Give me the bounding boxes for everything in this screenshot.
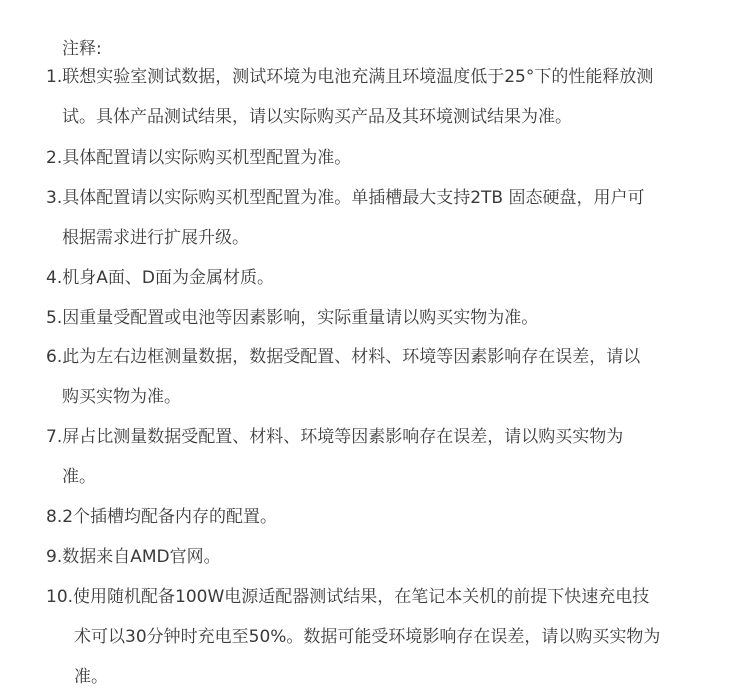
note-2-line-1: 2.具体配置请以实际购买机型配置为准。 — [46, 148, 352, 168]
note-3 — [46, 185, 736, 251]
note-5-line-1: 5.因重量受配置或电池等因素影响，实际重量请以购买实物为准。 — [46, 308, 539, 328]
note-7 — [46, 424, 736, 490]
note-7-line-1: 7.屏占比测量数据受配置、材料、环境等因素影响存在误差，请以购买实物为 — [46, 427, 624, 447]
note-5 — [46, 305, 736, 331]
notes-title: 注释: — [62, 39, 102, 59]
note-9 — [46, 544, 736, 570]
note-4-line-1: 4.机身A面、D面为金属材质。 — [46, 268, 274, 288]
note-6-line-1: 6.此为左右边框测量数据，数据受配置、材料、环境等因素影响存在误差，请以 — [46, 347, 641, 367]
note-2 — [46, 145, 736, 171]
note-8-line-1: 8.2个插槽均配备内存的配置。 — [46, 507, 278, 527]
note-1-line-2: 试。具体产品测试结果，请以实际购买产品及其环境测试结果为准。 — [62, 107, 572, 127]
note-6 — [46, 344, 736, 410]
note-7-line-2: 准。 — [62, 467, 96, 487]
note-3-line-2: 根据需求进行扩展升级。 — [62, 228, 249, 248]
note-10-line-1: 10.使用随机配备100W电源适配器测试结果，在笔记本关机的前提下快速充电技 — [46, 587, 650, 607]
note-10-line-2: 术可以30分钟时充电至50%。数据可能受环境影响存在误差，请以购买实物为 — [74, 627, 661, 647]
note-3-line-1: 3.具体配置请以实际购买机型配置为准。单插槽最大支持2TB 固态硬盘，用户可 — [46, 188, 645, 208]
note-6-line-2: 购买实物为准。 — [62, 387, 181, 407]
note-9-line-1: 9.数据来自AMD官网。 — [46, 547, 221, 567]
note-10-line-3: 准。 — [74, 667, 108, 687]
note-10 — [46, 584, 736, 690]
note-4 — [46, 265, 736, 291]
note-8 — [46, 504, 736, 530]
note-1 — [46, 64, 736, 130]
note-1-line-1: 1.联想实验室测试数据，测试环境为电池充满且环境温度低于25°下的性能释放测 — [46, 67, 654, 87]
